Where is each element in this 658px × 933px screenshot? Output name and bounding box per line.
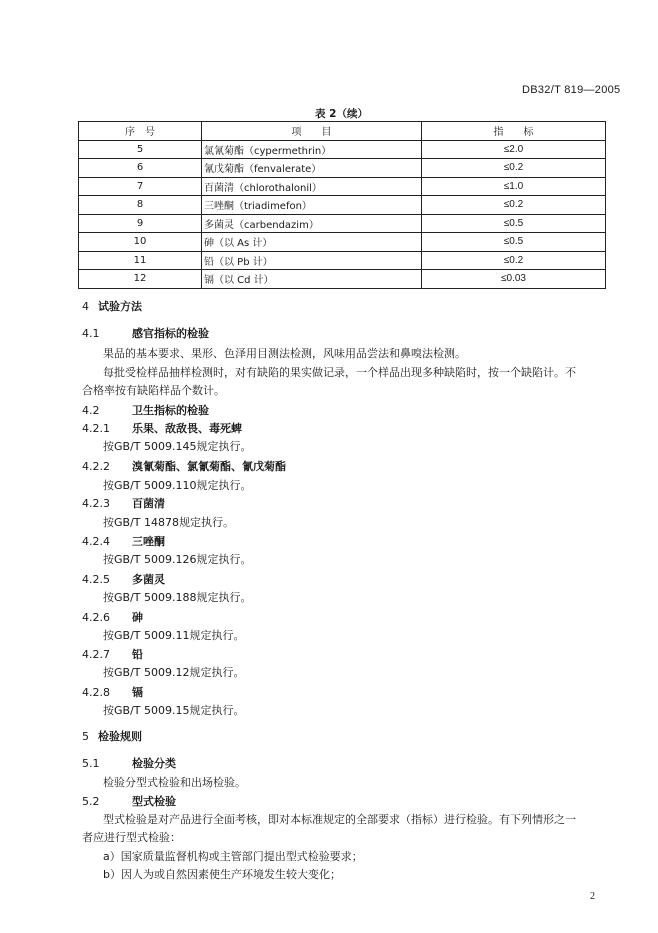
- section-number: 4.2.3: [82, 497, 110, 510]
- section-title: 多菌灵: [132, 573, 165, 586]
- paragraph: 按GB/T 5009.188规定执行。: [103, 591, 252, 604]
- section-4-2-5-heading: [82, 571, 165, 587]
- paragraph: 按GB/T 5009.11规定执行。: [103, 629, 245, 642]
- section-title: 型式检验: [132, 795, 176, 808]
- section-4-2-4-heading: [82, 533, 165, 549]
- row-limit: ≤0.5: [422, 214, 606, 233]
- table-row: [79, 159, 606, 178]
- paragraph: 按GB/T 5009.145规定执行。: [103, 440, 252, 453]
- row-limit: ≤0.2: [422, 196, 606, 215]
- row-number: 9: [79, 214, 202, 233]
- section-number: 4.2: [82, 404, 100, 417]
- list-item: b）因人为或自然因素使生产环境发生较大变化；: [103, 868, 341, 881]
- paragraph: 按GB/T 5009.15规定执行。: [103, 704, 245, 717]
- section-4-2-3-heading: [82, 495, 165, 511]
- row-item: 镉（以 Cd 计）: [202, 270, 422, 289]
- row-limit: ≤0.2: [422, 251, 606, 270]
- section-number: 4.2.1: [82, 422, 110, 435]
- section-4-2-7-heading: [82, 646, 143, 662]
- row-number: 5: [79, 140, 202, 159]
- section-title: 卫生指标的检验: [132, 404, 209, 417]
- row-number: 7: [79, 177, 202, 196]
- page-number: 2: [590, 891, 595, 902]
- section-4-2-heading: [82, 402, 209, 418]
- row-number: 8: [79, 196, 202, 215]
- paragraph: 按GB/T 5009.12规定执行。: [103, 666, 245, 679]
- row-item: 三唑酮（triadimefon）: [202, 196, 422, 215]
- row-item: 氰戊菊酯（fenvalerate）: [202, 159, 422, 178]
- paragraph: 按GB/T 14878规定执行。: [103, 516, 234, 529]
- section-number: 4: [82, 300, 89, 313]
- row-item: 砷（以 As 计）: [202, 233, 422, 252]
- section-4-1-heading: [82, 325, 209, 341]
- section-number: 4.2.7: [82, 648, 110, 661]
- row-limit: ≤1.0: [422, 177, 606, 196]
- section-title: 感官指标的检验: [132, 327, 209, 340]
- indicator-table: [78, 121, 606, 289]
- section-title: 三唑酮: [132, 535, 165, 548]
- section-4-2-8-heading: [82, 684, 143, 700]
- row-limit: ≤0.2: [422, 159, 606, 178]
- row-number: 12: [79, 270, 202, 289]
- section-number: 4.2.5: [82, 573, 110, 586]
- section-number: 4.2.2: [82, 460, 110, 473]
- section-title: 检验分类: [132, 757, 176, 770]
- paragraph: 按GB/T 5009.126规定执行。: [103, 553, 252, 566]
- paragraph: 者应进行型式检验：: [82, 831, 181, 844]
- table-row: [79, 270, 606, 289]
- column-header-item: 项 目: [202, 122, 422, 141]
- table-header-row: [79, 122, 606, 141]
- section-title: 溴氰菊酯、氯氰菊酯、氰戊菊酯: [132, 460, 286, 473]
- section-title: 乐果、敌敌畏、毒死蜱: [132, 422, 242, 435]
- section-4-2-2-heading: [82, 458, 286, 474]
- row-item: 百菌清（chlorothalonil）: [202, 177, 422, 196]
- section-number: 5: [82, 730, 89, 743]
- section-number: 4.2.4: [82, 535, 110, 548]
- paragraph: 型式检验是对产品进行全面考核，即对本标准规定的全部要求（指标）进行检验。有下列情形之一: [103, 813, 576, 826]
- list-item: a）国家质量监督机构或主管部门提出型式检验要求；: [103, 850, 363, 863]
- column-header-limit: 指 标: [422, 122, 606, 141]
- section-number: 4.2.8: [82, 686, 110, 699]
- table-row: [79, 177, 606, 196]
- section-title: 铅: [132, 648, 143, 661]
- section-4-heading: [82, 298, 142, 314]
- document-code: DB32/T 819—2005: [522, 84, 621, 96]
- section-title: 镉: [132, 686, 143, 699]
- section-5-1-heading: [82, 755, 176, 771]
- section-4-2-6-heading: [82, 609, 143, 625]
- table-caption: 表 2（续）: [315, 108, 368, 120]
- column-header-no: 序 号: [79, 122, 202, 141]
- section-4-2-1-heading: [82, 420, 242, 436]
- paragraph: 合格率按有缺陷样品个数计。: [82, 384, 225, 397]
- section-number: 5.1: [82, 757, 100, 770]
- table-row: [79, 140, 606, 159]
- table-row: [79, 196, 606, 215]
- row-item: 铅（以 Pb 计）: [202, 251, 422, 270]
- paragraph: 按GB/T 5009.110规定执行。: [103, 479, 252, 492]
- section-title: 百菌清: [132, 497, 165, 510]
- row-limit: ≤0.03: [422, 270, 606, 289]
- section-5-heading: [82, 728, 142, 744]
- section-title: 试验方法: [98, 300, 142, 313]
- section-5-2-heading: [82, 793, 176, 809]
- table-row: [79, 251, 606, 270]
- paragraph: 果品的基本要求、果形、色泽用目测法检测，风味用品尝法和鼻嗅法检测。: [103, 347, 466, 360]
- row-number: 11: [79, 251, 202, 270]
- row-number: 10: [79, 233, 202, 252]
- section-title: 砷: [132, 611, 143, 624]
- section-number: 4.2.6: [82, 611, 110, 624]
- section-number: 4.1: [82, 327, 100, 340]
- row-number: 6: [79, 159, 202, 178]
- paragraph: 检验分型式检验和出场检验。: [103, 776, 246, 789]
- table-row: [79, 233, 606, 252]
- row-limit: ≤2.0: [422, 140, 606, 159]
- section-title: 检验规则: [98, 730, 142, 743]
- table-row: [79, 214, 606, 233]
- section-number: 5.2: [82, 795, 100, 808]
- row-item: 多菌灵（carbendazim）: [202, 214, 422, 233]
- row-limit: ≤0.5: [422, 233, 606, 252]
- paragraph: 每批受检样品抽样检测时，对有缺陷的果实做记录，一个样品出现多种缺陷时，按一个缺陷计。不: [103, 366, 576, 379]
- row-item: 氯氰菊酯（cypermethrin）: [202, 140, 422, 159]
